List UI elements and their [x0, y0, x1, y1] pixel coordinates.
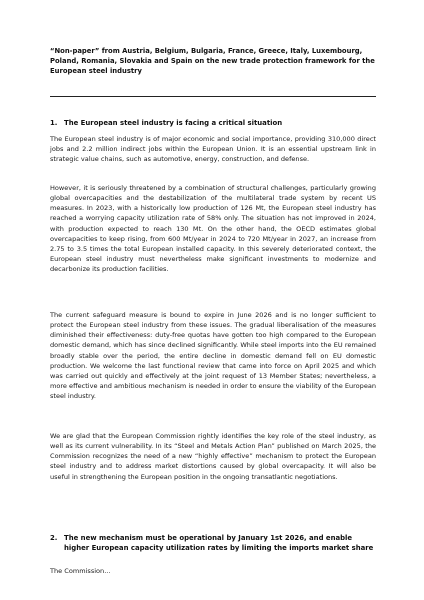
section-1-paragraph-3: The current safeguard measure is bound to expire in June 2026 and is no longer sufficient to protect the European steel industry from these issues. The gradual liberalisation of the measures diminished their effectiveness: duty-free quotas have gotten too high compared to the European domestic demand, which has since declined significantly. While steel imports into the EU remained broadly stable over the period, the entire decline in domestic demand fell on EU domestic production. We welcome the last functional review that came into force on April 2025 and which was carried out quickly and effectively at the joint request of 13 Member States; nevertheless, a more effective and ambitious mechanism is needed in order to ensure the viability of the European steel industry.	[50, 311, 377, 401]
section-2-paragraph-1: The Commission...	[50, 567, 111, 575]
section-1-paragraph-4: We are glad that the European Commission rightly identifies the key role of the steel industry, as well as its current vulnerability. In its “Steel and Metals Action Plan” published on March 2025, the Commission recognizes the need of a new “highly effective” mechanism to protect the European steel industry and to address market distortions caused by global overcapacity. It will also be useful in strengthening the European position in the ongoing transatlantic negotiations.	[50, 432, 376, 481]
section-2-title: The new mechanism must be operational by January 1st 2026, and enable higher European capacity utilization rates by limiting the imports market share	[64, 534, 374, 552]
document-title: “Non-paper” from Austria, Belgium, Bulgaria, France, Greece, Italy, Luxembourg, Poland, Romania, Slovakia and Spain on the new trade protection framework for the European steel industry	[50, 47, 375, 75]
section-1-paragraph-2: However, it is seriously threatened by a combination of structural challenges, particularly growing global overcapacities and the destabilization of the multilateral trade system by recent US measures. In 2023, with a historically low production of 126 Mt, the European steel industry has reached a worrying capacity utilization rate of 58% only. The situation has not improved in 2024, with production expected to reach 130 Mt. On the other hand, the OECD estimates global overcapacities to keep rising, from 600 Mt/year in 2024 to 720 Mt/year in 2027, an increase from 2.75 to 3.5 times the total European installed capacity. In this severely deteriorated context, the European steel industry must nevertheless make significant investments to modernize and decarbonize its production facilities.	[50, 184, 376, 274]
section-2-heading	[50, 533, 376, 553]
title-divider	[50, 96, 376, 97]
section-1-heading	[50, 118, 376, 128]
section-1-title: The European steel industry is facing a critical situation	[64, 119, 283, 127]
section-2-number: 2.	[50, 534, 58, 542]
section-1-number: 1.	[50, 119, 58, 127]
section-1-paragraph-1: The European steel industry is of major economic and social importance, providing 310,000 direct jobs and 2.2 million indirect jobs within the European Union. It is an essential upstream link in strategic value chains, such as automotive, energy, construction, and defense.	[50, 135, 376, 164]
